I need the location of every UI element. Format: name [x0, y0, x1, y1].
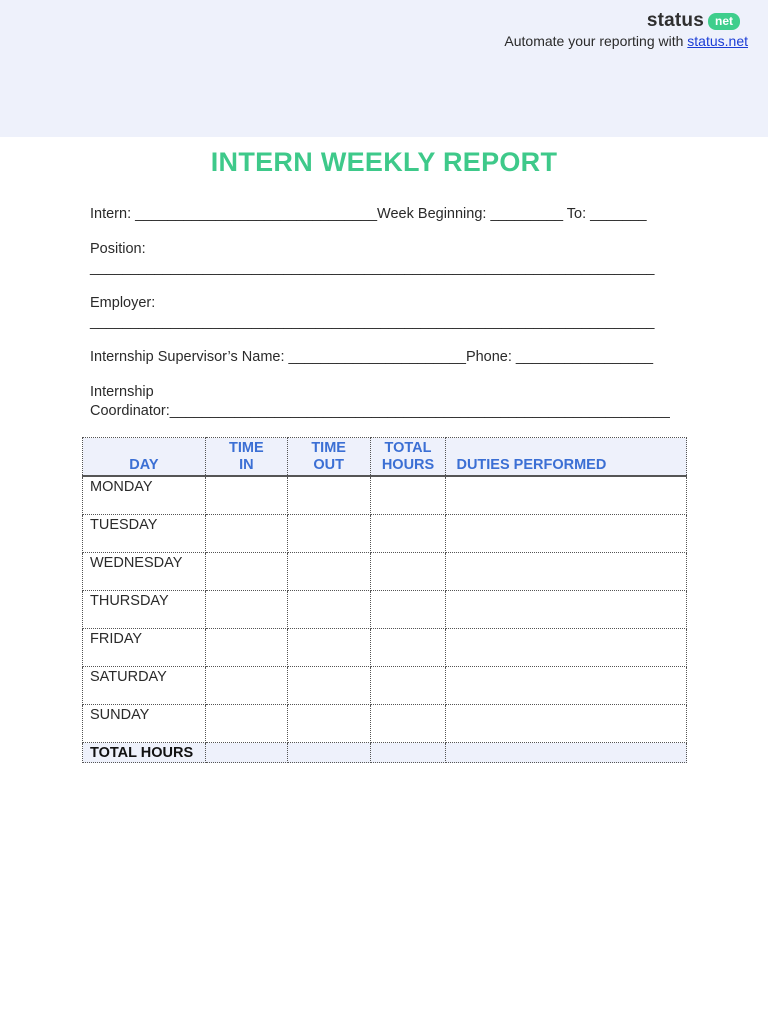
- total-row: [83, 743, 687, 763]
- header-total-hours: TOTAL HOURS: [370, 438, 446, 477]
- total-hours-cell[interactable]: [370, 553, 446, 591]
- total-hours-cell[interactable]: [370, 667, 446, 705]
- top-banner: [0, 0, 768, 137]
- table-row: [83, 476, 687, 515]
- table-row: [83, 515, 687, 553]
- table-row: [83, 553, 687, 591]
- tagline-text: Automate your reporting with: [504, 33, 688, 49]
- time-in-cell[interactable]: [205, 591, 287, 629]
- header-duties: DUTIES PERFORMED: [446, 438, 687, 477]
- total-hours-cell[interactable]: [370, 591, 446, 629]
- total-total-hours-cell[interactable]: [370, 743, 446, 763]
- day-cell: SATURDAY: [83, 667, 206, 705]
- status-net-logo[interactable]: [647, 10, 740, 32]
- table-row: [83, 705, 687, 743]
- total-hours-cell[interactable]: [370, 629, 446, 667]
- employer-label: Employer:: [90, 295, 156, 311]
- time-in-cell[interactable]: [205, 667, 287, 705]
- coordinator-line: Coordinator:______________________________________________________________: [90, 403, 670, 419]
- duties-cell[interactable]: [446, 553, 687, 591]
- position-label: Position:: [90, 241, 146, 257]
- total-hours-label: TOTAL HOURS: [83, 743, 206, 763]
- time-in-cell[interactable]: [205, 515, 287, 553]
- day-cell: MONDAY: [83, 476, 206, 515]
- time-out-cell[interactable]: [287, 591, 370, 629]
- position-line: ______________________________________________________________________: [90, 260, 655, 276]
- status-net-link[interactable]: status.net: [687, 33, 748, 49]
- day-cell: THURSDAY: [83, 591, 206, 629]
- header-time-in: TIME IN: [205, 438, 287, 477]
- day-cell: SUNDAY: [83, 705, 206, 743]
- duties-cell[interactable]: [446, 629, 687, 667]
- day-cell: FRIDAY: [83, 629, 206, 667]
- table-row: [83, 591, 687, 629]
- table-row: [83, 629, 687, 667]
- total-hours-cell[interactable]: [370, 515, 446, 553]
- time-in-cell[interactable]: [205, 553, 287, 591]
- time-out-cell[interactable]: [287, 515, 370, 553]
- weekly-hours-table: [82, 437, 687, 763]
- duties-cell[interactable]: [446, 591, 687, 629]
- page-title: INTERN WEEKLY REPORT: [210, 147, 558, 177]
- time-out-cell[interactable]: [287, 553, 370, 591]
- time-out-cell[interactable]: [287, 705, 370, 743]
- supervisor-phone-line: Internship Supervisor’s Name: ______________________Phone: _________________: [90, 349, 654, 365]
- header-time-out: TIME OUT: [287, 438, 370, 477]
- total-duties-cell[interactable]: [446, 743, 687, 763]
- header-day: DAY: [83, 438, 206, 477]
- intern-week-line: Intern: ______________________________Week Beginning: _________ To: _______: [90, 206, 647, 222]
- logo-word: status: [646, 10, 704, 31]
- duties-cell[interactable]: [446, 705, 687, 743]
- table-header-row: [83, 438, 687, 477]
- time-out-cell[interactable]: [287, 476, 370, 515]
- total-hours-cell[interactable]: [370, 705, 446, 743]
- time-in-cell[interactable]: [205, 629, 287, 667]
- duties-cell[interactable]: [446, 476, 687, 515]
- time-out-cell[interactable]: [287, 667, 370, 705]
- duties-cell[interactable]: [446, 515, 687, 553]
- total-hours-cell[interactable]: [370, 476, 446, 515]
- employer-line: ______________________________________________________________________: [90, 314, 655, 330]
- coordinator-label: Internship: [90, 384, 154, 400]
- time-out-cell[interactable]: [287, 629, 370, 667]
- tagline: [504, 33, 748, 49]
- day-cell: TUESDAY: [83, 515, 206, 553]
- total-time-out-cell[interactable]: [287, 743, 370, 763]
- duties-cell[interactable]: [446, 667, 687, 705]
- day-cell: WEDNESDAY: [83, 553, 206, 591]
- time-in-cell[interactable]: [205, 705, 287, 743]
- total-time-in-cell[interactable]: [205, 743, 287, 763]
- logo-pill: net: [708, 13, 740, 30]
- time-in-cell[interactable]: [205, 476, 287, 515]
- table-row: [83, 667, 687, 705]
